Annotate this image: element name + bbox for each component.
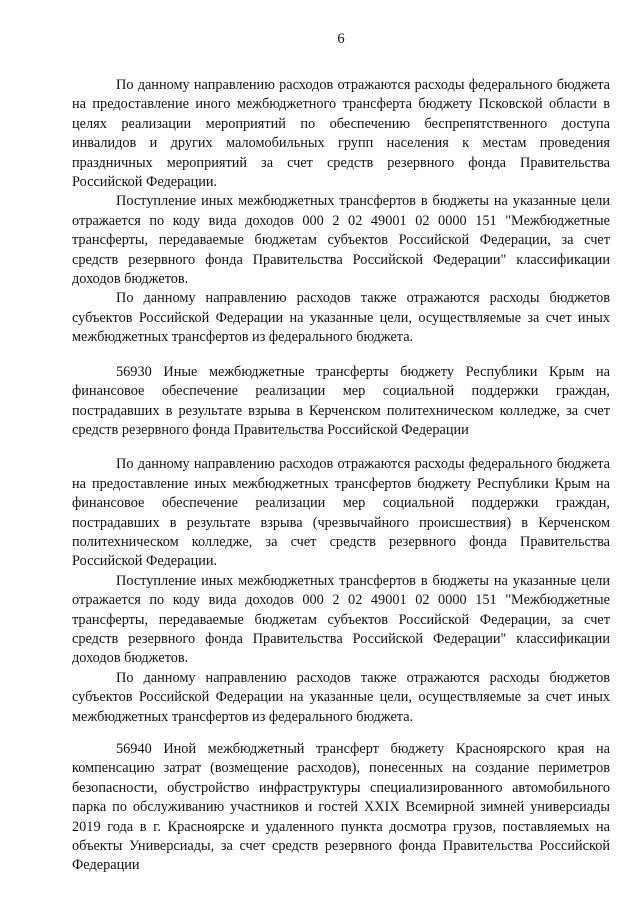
- paragraph-crimea-income-code: Поступление иных межбюджетных трансфертов в бюджеты на указанные цели отражается по коду вида доходов 000 2 02 49001 02 0000 151 "Межбюджетные трансферты, передаваемые бюджетам субъектов Российской Федерации, за счет средств резервного фонда Правительства Российской Федерации" классификации доходов бюджетов.: [72, 572, 610, 667]
- paragraph-crimea-expenses: По данному направлению расходов отражаются расходы федерального бюджета на предоставление иных межбюджетных трансфертов бюджету Республики Крым на финансовое обеспечение реализации мер социальной поддержки граждан, пострадавших в результате взрыва (чрезвычайного происшествия) в Керченском политехническом колледже, за счет средств резервного фонда Правительства Российской Федерации.: [72, 456, 610, 570]
- paragraph-pskov-income-code: Поступление иных межбюджетных трансфертов в бюджеты на указанные цели отражается по коду вида доходов 000 2 02 49001 02 0000 151 "Межбюджетные трансферты, передаваемые бюджетам субъектов Российской Федерации, за счет средств резервного фонда Правительства Российской Федерации" классификации доходов бюджетов.: [72, 193, 610, 288]
- page-number: 6: [337, 31, 345, 47]
- paragraph-crimea-regional-expenses: По данному направлению расходов также отражаются расходы бюджетов субъектов Российской Федерации на указанные цели, осуществляемые за счет иных межбюджетных трансфертов из федерального бюджета.: [72, 669, 610, 725]
- document-page: [72, 30, 610, 876]
- paragraph-pskov-regional-expenses: По данному направлению расходов также отражаются расходы бюджетов субъектов Российской Федерации на указанные цели, осуществляемые за счет иных межбюджетных трансфертов из федерального бюджета.: [72, 290, 610, 346]
- heading-56930: 56930 Иные межбюджетные трансферты бюджету Республики Крым на финансовое обеспечение реализации мер социальной поддержки граждан, пострадавших в результате взрыва в Керченском политехническом колледже, за счет средств резервного фонда Правительства Российской Федерации: [72, 363, 610, 438]
- heading-56940: 56940 Иной межбюджетный трансферт бюджету Красноярского края на компенсацию затрат (возмещение расходов), понесенных на создание периметров безопасности, обустройство инфраструктуры специализированного автомобильного парка по обслуживанию участников и гостей XXIX Всемирной зимней универсиады 2019 года в г. Красноярске и удаленного пункта досмотра грузов, поставляемых на объекты Универсиады, за счет средств резервного фонда Правительства Российской Федерации: [72, 741, 610, 874]
- paragraph-pskov-expenses: По данному направлению расходов отражаются расходы федерального бюджета на предоставление иного межбюджетного трансферта бюджету Псковской области в целях реализации мероприятий по обеспечению беспрепятственного доступа инвалидов и других маломобильных групп населения к местам проведения праздничных мероприятий за счет средств резервного фонда Правительства Российской Федерации.: [72, 77, 610, 191]
